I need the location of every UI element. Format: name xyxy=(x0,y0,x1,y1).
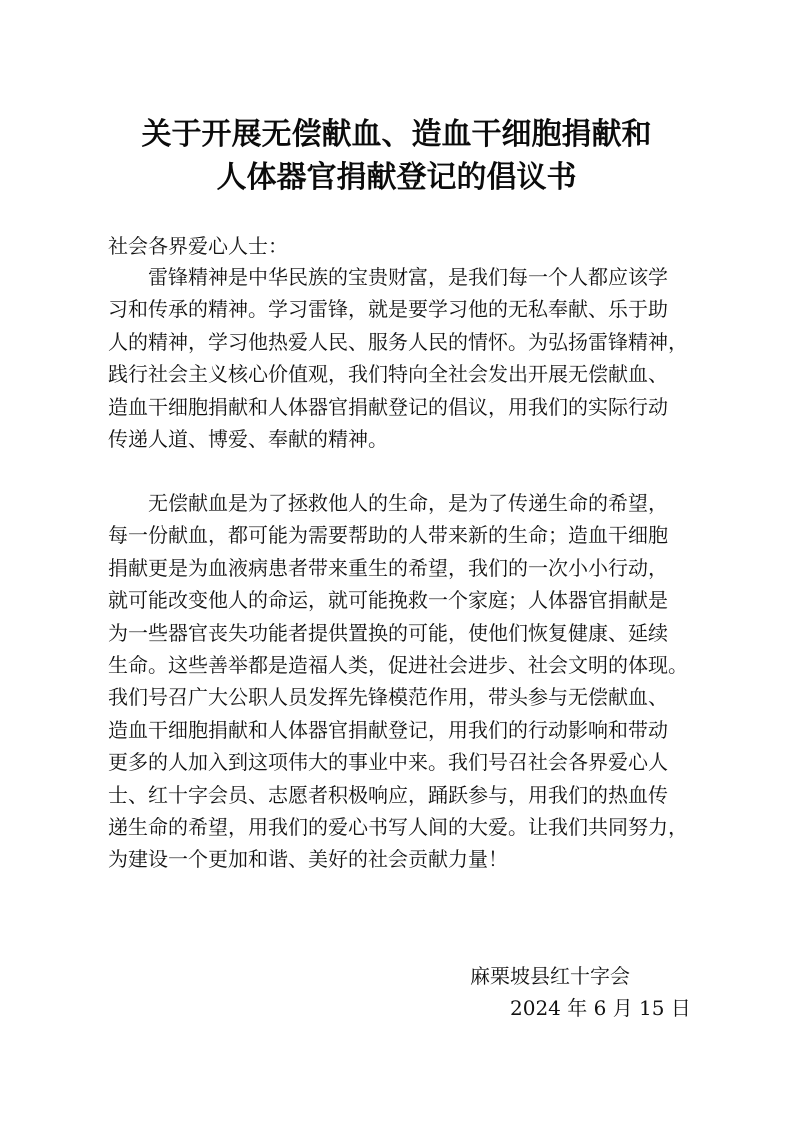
paragraph-line: 我们号召广大公职人员发挥先锋模范作用，带头参与无偿献血、 xyxy=(108,685,668,710)
paragraph-line: 捐献更是为血液病患者带来重生的希望，我们的一次小小行动， xyxy=(108,555,668,580)
paragraph-line: 习和传承的精神。学习雷锋，就是要学习他的无私奉献、乐于助 xyxy=(108,297,668,322)
document-title-line-1: 关于开展无偿献血、造血干细胞捐献和 xyxy=(141,117,652,152)
paragraph-line: 造血干细胞捐献和人体器官捐献登记，用我们的行动影响和带动 xyxy=(108,717,668,742)
paragraph-line: 人的精神，学习他热爱人民、服务人民的情怀。为弘扬雷锋精神， xyxy=(108,329,688,354)
salutation: 社会各界爱心人士： xyxy=(108,234,288,258)
paragraph-line: 传递人道、博爱、奉献的精神。 xyxy=(108,426,388,451)
signature-date: 2024 年 6 月 15 日 xyxy=(510,996,691,1020)
paragraph-line: 为建设一个更加和谐、美好的社会贡献力量！ xyxy=(108,847,508,872)
document-title-line-2: 人体器官捐献登记的倡议书 xyxy=(216,160,577,195)
signature-organization: 麻栗坡县红十字会 xyxy=(470,964,630,988)
paragraph-1 xyxy=(108,261,700,455)
paragraph-line: 更多的人加入到这项伟大的事业中来。我们号召社会各界爱心人 xyxy=(108,750,668,775)
paragraph-line: 生命。这些善举都是造福人类，促进社会进步、社会文明的体现。 xyxy=(108,652,688,677)
paragraph-line: 无偿献血是为了拯救他人的生命，是为了传递生命的希望， xyxy=(108,491,668,515)
paragraph-line: 践行社会主义核心价值观，我们特向全社会发出开展无偿献血、 xyxy=(108,362,668,387)
paragraph-2 xyxy=(108,487,700,876)
paragraph-line: 递生命的希望，用我们的爱心书写人间的大爱。让我们共同努力， xyxy=(108,814,688,839)
paragraph-line: 就可能改变他人的命运，就可能挽救一个家庭；人体器官捐献是 xyxy=(108,588,668,613)
paragraph-line: 每一份献血，都可能为需要帮助的人带来新的生命；造血干细胞 xyxy=(108,523,668,548)
paragraph-line: 雷锋精神是中华民族的宝贵财富，是我们每一个人都应该学 xyxy=(108,265,668,289)
paragraph-line: 造血干细胞捐献和人体器官捐献登记的倡议，用我们的实际行动 xyxy=(108,394,668,419)
paragraph-line: 士、红十字会员、志愿者积极响应，踊跃参与，用我们的热血传 xyxy=(108,782,668,807)
paragraph-line: 为一些器官丧失功能者提供置换的可能，使他们恢复健康、延续 xyxy=(108,620,668,645)
